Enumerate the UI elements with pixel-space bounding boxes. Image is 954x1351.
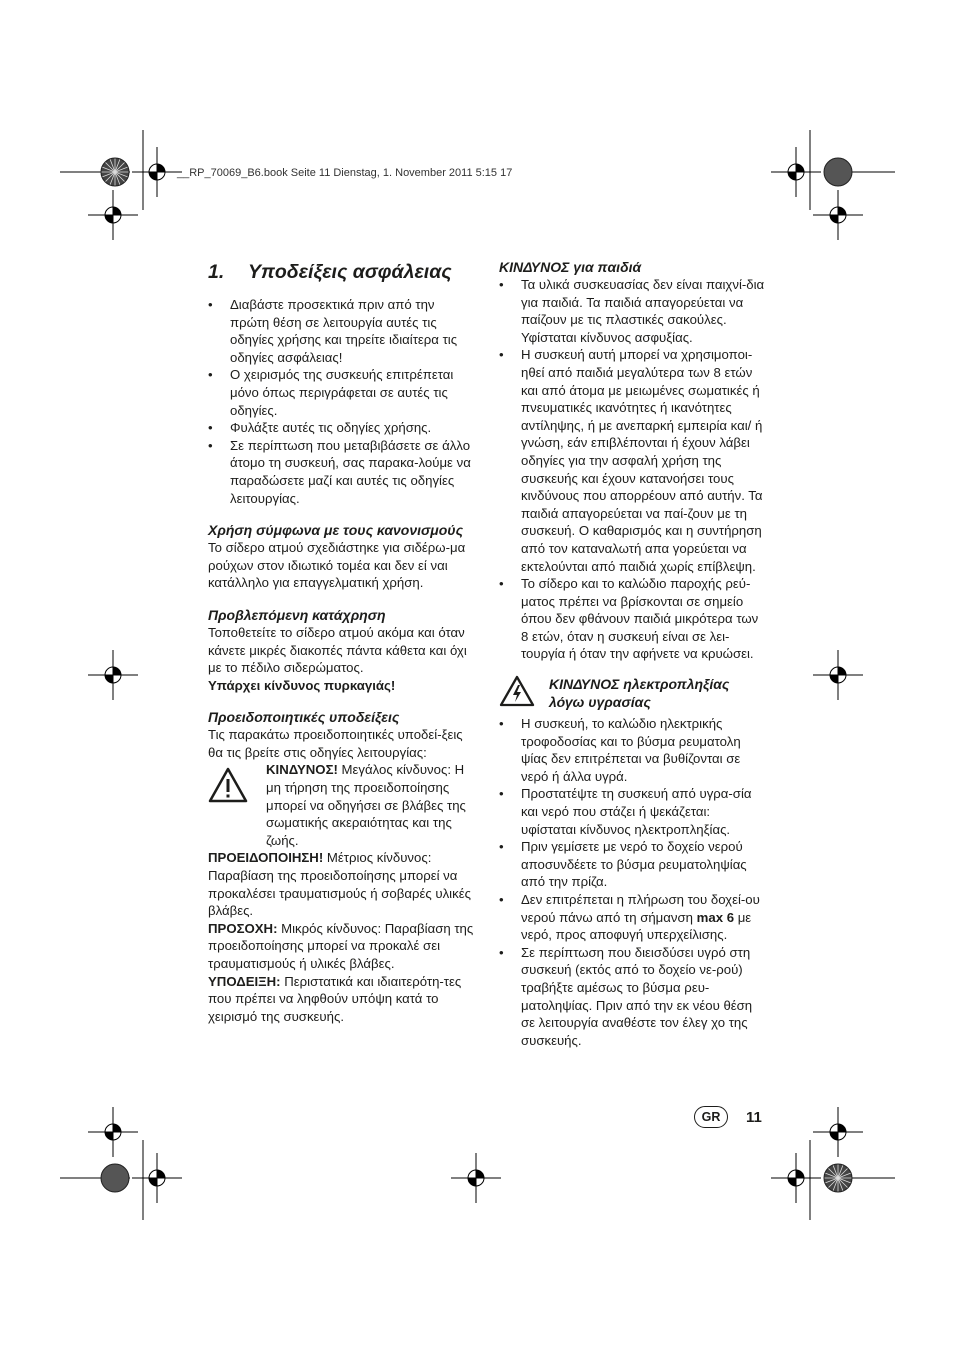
note-label: ΥΠΟΔΕΙΞΗ:: [208, 973, 281, 989]
list-item: • Τα υλικά συσκευασίας δεν είναι παιχνί-δια για παιδιά. Τα παιδιά απαγορεύεται να παίζουν με τις πλαστικές σακούλες. Υφίσταται κίνδυνος ασφυξίας.: [499, 276, 767, 346]
paragraph-warning-intro: Τις παρακάτω προειδοποιητικές υποδεί-ξεις θα τις βρείτε στις οδηγίες λειτουργίας:: [208, 727, 463, 760]
warning-label: ΠΡΟΕΙΔΟΠΟΙΗΣΗ!: [208, 850, 324, 866]
electric-bullet-list: [499, 715, 767, 1049]
left-column: [208, 258, 474, 1025]
heading-warning-notices: Προειδοποιητικές υποδείξεις: [208, 709, 400, 726]
fire-hazard-text: Υπάρχει κίνδυνος πυρκαγιάς!: [208, 677, 396, 693]
print-file-info: __RP_70069_B6.book Seite 11 Dienstag, 1. November 2011 5:15 17: [177, 167, 513, 179]
section-number: 1.: [208, 261, 225, 283]
paragraph-intended-use: Το σίδερο ατμού σχεδιάστηκε για σιδέρω-μα ρούχων στον ιδιωτικό τομέα και δεν εί ναι κατάλληλο για επαγγελματική χρήση.: [208, 540, 466, 591]
language-badge: GR: [694, 1106, 728, 1128]
max-mark-label: max 6: [696, 909, 735, 925]
warning-text: Μέτριος κίνδυνος: Παραβίαση της προειδοποίησης μπορεί να προκαλέσει τραυματισμούς ή σοβαρές υλικές βλάβες.: [208, 850, 471, 919]
heading-foreseeable-misuse: Προβλεπόμενη κατάχρηση: [208, 606, 386, 623]
page-number: 11: [746, 1108, 762, 1126]
list-item: • Σε περίπτωση που μεταβιβάσετε σε άλλο άτομο τη συσκευή, σας παρακα-λούμε να παραδώσετε μαζί και αυτές τις οδηγίες λειτουργίας.: [208, 437, 474, 507]
danger-notice: [208, 761, 474, 849]
warning-notice: [208, 849, 474, 919]
section-title-text: Υποδείξεις ασφάλειας: [248, 261, 452, 283]
list-item: • Το σίδερο και το καλώδιο παροχής ρεύ-ματος πρέπει να βρίσκονται σε σημείο όπου δεν φθάνουν παιδιά μικρότερα των 8 ετών, όταν η συσκευή είναι σε λει-τουργία ή όταν την αφήνετε να κρυώσει.: [499, 575, 767, 663]
caution-notice: [208, 920, 474, 973]
list-item: • Σε περίπτωση που διεισδύσει υγρό στη συσκευή (εκτός από το δοχείο νε-ρού) τραβήξτε αμέσως το βύσμα ρευ-ματοληψίας. Πριν από την εκ νέου θέση σε λειτουργία αναθέστε τον έλεγ χο της συσκευής.: [499, 944, 767, 1050]
page-footer: [694, 1106, 762, 1128]
list-item-text: με νερό, προς αποφυγή υπερχείλισης.: [521, 909, 752, 943]
electric-hazard-icon: [499, 675, 535, 707]
caution-text: Μικρός κίνδυνος: Παραβίαση της προειδοποίησης μπορεί να προκαλέ σει τραυματισμούς ή υλικές βλάβες.: [208, 920, 474, 971]
electric-shock-heading-block: [499, 675, 767, 711]
paragraph-foreseeable-misuse: Τοποθετείτε το σίδερο ατμού ακόμα και όταν κάνετε μικρές διακοπές πάντα κάθετα και όχι με το πέδιλο σιδερώματος.: [208, 624, 467, 676]
heading-danger-children: ΚΙΝΔΥΝΟΣ για παιδιά: [499, 259, 642, 275]
heading-danger-electric: ΚΙΝΔΥΝΟΣ ηλεκτροπληξίας λόγω υγρασίας: [549, 676, 730, 711]
caution-label: ΠΡΟΣΟΧΗ:: [208, 920, 278, 936]
fire-hazard-note: [208, 677, 474, 695]
right-column: [499, 258, 767, 1049]
warning-triangle-icon: [208, 767, 248, 803]
list-item: • Η συσκευή, το καλώδιο ηλεκτρικής τροφοδοσίας και το βύσμα ρευματολη ψίας δεν επιτρέπεται να βυθίζονται σε νερό ή άλλα υγρά.: [499, 715, 767, 785]
list-item: • Πριν γεμίσετε με νερό το δοχείο νερού αποσυνδέετε το βύσμα ρευματοληψίας από την πρίζα.: [499, 838, 767, 891]
danger-label: ΚΙΝΔΥΝΟΣ!: [266, 762, 338, 778]
list-item: [499, 891, 767, 944]
note-text: Περιστατικά και ιδιαιτερότη-τες που πρέπει να ληφθούν υπόψη κατά το χειρισμό της συσκευής.: [208, 973, 462, 1024]
intro-bullet-list: [208, 296, 474, 507]
note-notice: [208, 973, 474, 1026]
list-item-text: Δεν επιτρέπεται η πλήρωση του δοχεί-ου νερού πάνω από τη σήμανση: [521, 892, 760, 925]
list-item: • Φυλάξτε αυτές τις οδηγίες χρήσης.: [208, 419, 474, 437]
list-item: • Διαβάστε προσεκτικά πριν από την πρώτη θέση σε λειτουργία αυτές τις οδηγίες χρήσης και τηρείτε ιδιαίτερα τις οδηγίες ασφάλειας!: [208, 296, 474, 366]
heading-intended-use: Χρήση σύμφωνα με τους κανονισμούς: [208, 522, 464, 539]
list-item: • Η συσκευή αυτή μπορεί να χρησιμοποι-ηθεί από παιδιά μεγαλύτερα των 8 ετών και από άτομα με μειωμένες σωματικές ή πνευματικές ικανότητες ή ικανότητες αντίληψης, ή με ανεπαρκή εμπειρία και/ ή γνώση, εάν επιβλέπονται ή έχουν λάβει οδηγίες για την ασφαλή χρήση της συσκευής και έχουν κατανοήσει τους κινδύνους που απορρέουν από αυτήν. Τα παιδιά απαγορεύεται να παί-ζουν με τη συσκευή. Ο καθαρισμός και η συντήρηση από τον καταναλωτή απα γορεύεται να εκτελούνται από παιδιά χωρίς επίβλεψη.: [499, 346, 767, 575]
children-bullet-list: [499, 276, 767, 663]
list-item: • Ο χειρισμός της συσκευής επιτρέπεται μόνο όπως περιγράφεται σε αυτές τις οδηγίες.: [208, 366, 474, 419]
danger-text: Μεγάλος κίνδυνος: Η μη τήρηση της προειδοποίησης μπορεί να οδηγήσει σε βλάβες της σωματικής ακεραιότητας και της ζωής.: [266, 762, 466, 848]
list-item: • Προστατέψτε τη συσκευή από υγρα-σία και νερό που στάζει ή ψεκάζεται: υφίσταται κίνδυνος ηλεκτροπληξίας.: [499, 785, 767, 838]
section-title: [208, 258, 474, 286]
